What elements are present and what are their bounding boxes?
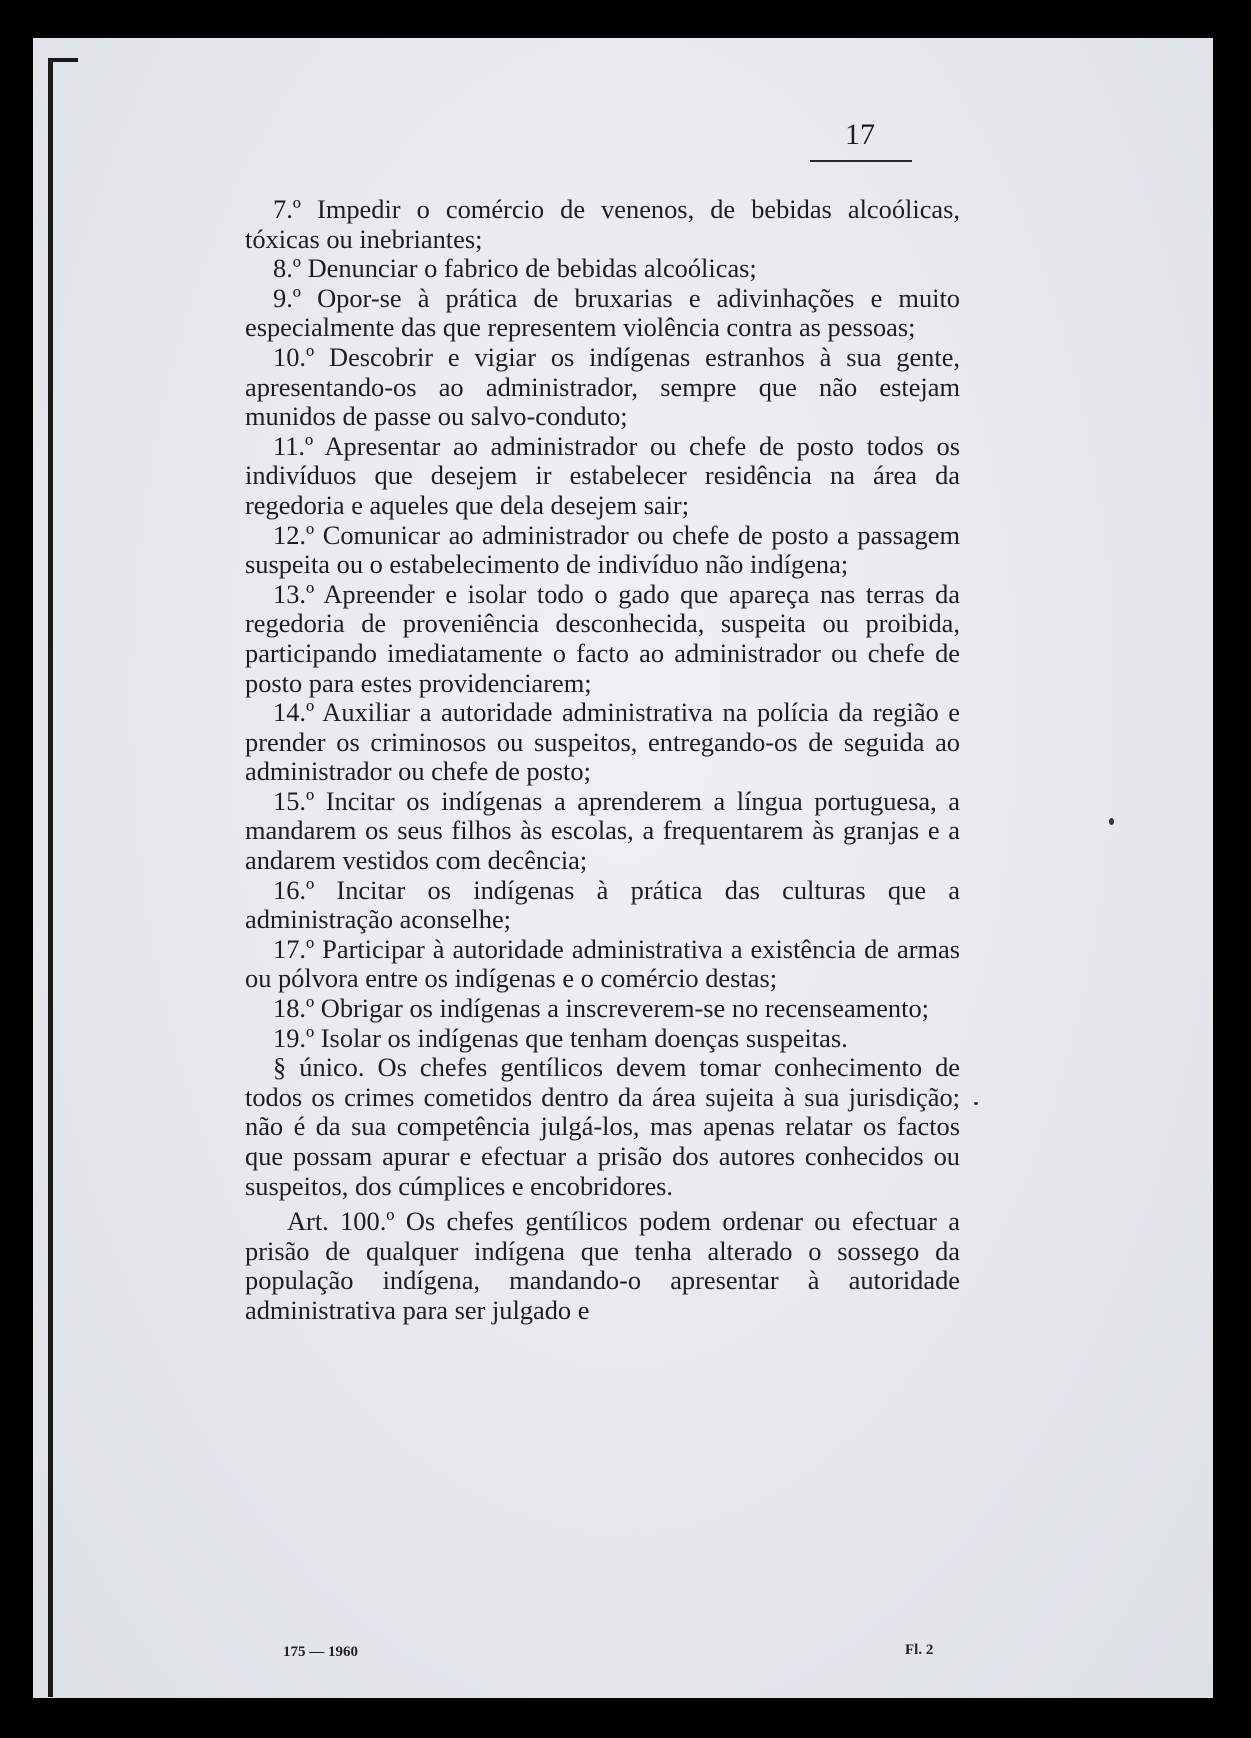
page-number-underline bbox=[810, 160, 912, 162]
paragraph-item-16: 16.º Incitar os indígenas à prática das culturas que a administração aconselhe; bbox=[245, 874, 960, 935]
paragraph-sole: § único. Os chefes gentílicos devem tomar conhecimento de todos os crimes cometidos dentro da área sujeita à sua jurisdição; não é da sua competência julgá-los, mas apenas relatar os factos que possam apurar e efectuar a prisão dos autores conhecidos ou suspeitos, dos cúmplices e encobridores. bbox=[245, 1052, 960, 1201]
paragraph-item-14: 14.º Auxiliar a autoridade administrativa na polícia da região e prender os criminosos ou suspeitos, entregando-os de seguida ao administrador ou chefe de posto; bbox=[245, 697, 960, 787]
paragraph-item-17: 17.º Participar à autoridade administrativa a existência de armas ou pólvora entre os indígenas e o comércio destas; bbox=[245, 933, 960, 994]
footer-sheet-number: Fl. 2 bbox=[905, 1642, 934, 1658]
paragraph-item-13: 13.º Apreender e isolar todo o gado que apareça nas terras da regedoria de proveniência desconhecida, suspeita ou proibida, participando imediatamente o facto ao administrador ou chefe de posto para estes providenciarem; bbox=[245, 578, 960, 698]
paragraph-item-7: 7.º Impedir o comércio de venenos, de bebidas alcoólicas, tóxicas ou inebriantes; bbox=[245, 194, 960, 254]
page-number: 17 bbox=[845, 118, 875, 151]
paragraph-item-19: 19.º Isolar os indígenas que tenham doenças suspeitas. bbox=[273, 1022, 848, 1053]
document-body bbox=[245, 195, 960, 1326]
ink-speck bbox=[1109, 818, 1114, 825]
ink-speck bbox=[974, 1102, 978, 1105]
paragraph-item-12: 12.º Comunicar ao administrador ou chefe de posto a passagem suspeita ou o estabelecimento de indivíduo não indígena; bbox=[245, 519, 960, 580]
frame-left-border bbox=[48, 62, 53, 1697]
paragraph-item-10: 10.º Descobrir e vigiar os indígenas estranhos à sua gente, apresentando-os ao administrador, sempre que não estejam munidos de passe ou salvo-conduto; bbox=[245, 341, 960, 432]
paragraph-item-11: 11.º Apresentar ao administrador ou chefe de posto todos os indivíduos que desejem ir estabelecer residência na área da regedoria e aqueles que dela desejem sair; bbox=[245, 430, 960, 520]
paragraph-item-9: 9.º Opor-se à prática de bruxarias e adivinhações e muito especialmente das que representem violência contra as pessoas; bbox=[245, 282, 960, 343]
article-100: Art. 100.º Os chefes gentílicos podem ordenar ou efectuar a prisão de qualquer indígena que tenha alterado o sossego da população indígena, mandando-o apresentar à autoridade administrativa para ser julgado e bbox=[245, 1206, 960, 1325]
footer-print-code: 175 — 1960 bbox=[283, 1644, 358, 1660]
paragraph-item-8: 8.º Denunciar o fabrico de bebidas alcoólicas; bbox=[273, 253, 757, 284]
paragraph-item-15: 15.º Incitar os indígenas a aprenderem a língua portuguesa, a mandarem os seus filhos às escolas, a frequentarem às granjas e a andarem vestidos com decência; bbox=[245, 785, 960, 876]
paragraph-item-18: 18.º Obrigar os indígenas a inscreverem-se no recenseamento; bbox=[273, 993, 929, 1024]
